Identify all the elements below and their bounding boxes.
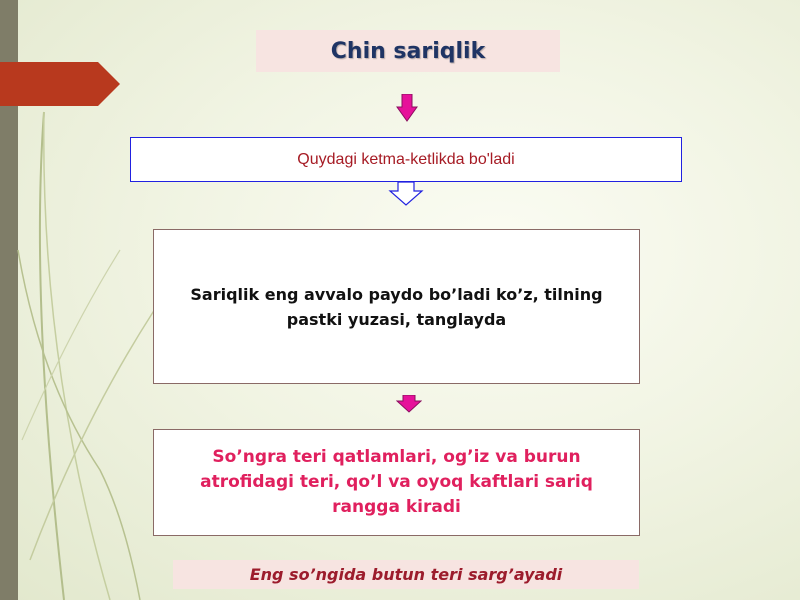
arrow-down-icon: [396, 395, 422, 413]
step-2-text: Sariqlik eng avvalo paydo bo’ladi ko’z, tilning pastki yuzasi, tanglayda: [190, 284, 603, 329]
step-3-text: So’ngra teri qatlamlari, og’iz va burun atrofidagi teri, qo’l va oyoq kaftlari sariq rangga kiradi: [200, 447, 593, 517]
arrow-down-icon: [396, 94, 418, 122]
step-1-text: Quydagi ketma-ketlikda bo'ladi: [297, 150, 515, 168]
page-title: Chin sariqlik: [256, 30, 560, 72]
step-2-box: [153, 229, 640, 384]
arrow-down-outline-icon: [388, 181, 424, 207]
step-1-box: [130, 137, 682, 182]
tag-shape-icon: [0, 62, 120, 106]
step-3-box: [153, 429, 640, 536]
footer-note: Eng so’ngida butun teri sarg’ayadi: [173, 560, 639, 589]
